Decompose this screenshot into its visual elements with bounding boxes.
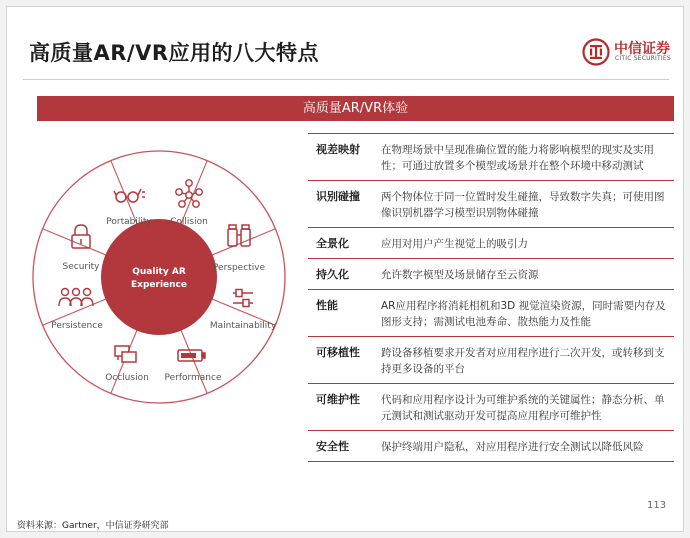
- row-description: AR应用程序将消耗相机和3D 视觉渲染资源，同时需要内存及图形支持；需测试电池寿命、散热能力及性能: [381, 300, 666, 328]
- row-term: 可移植性: [316, 346, 360, 359]
- row-description: 两个物体位于同一位置时发生碰撞，导致数字失真；可使用图像识别机器学习模型识别物体碰撞: [381, 191, 665, 219]
- features-table: [308, 133, 674, 462]
- segment-label-persistence: Persistence: [51, 321, 103, 331]
- wheel-center: [101, 219, 217, 335]
- row-term: 识别碰撞: [316, 190, 360, 203]
- row-description: 保护终端用户隐私，对应用程序进行安全测试以降低风险: [381, 441, 644, 453]
- table-row: [308, 258, 674, 289]
- row-term: 全景化: [316, 237, 349, 250]
- table-row: [308, 180, 674, 227]
- segment-label-portability: Portability: [106, 217, 152, 227]
- segment-label-maintainability: Maintainability: [209, 321, 277, 331]
- citic-emblem-icon: [582, 38, 610, 66]
- segment-label-perspective: Perspective: [212, 263, 266, 273]
- row-description: 在物理场景中呈现准确位置的能力将影响模型的现实及实用性；可通过放置多个模型或场景并在整个环境中移动测试: [381, 144, 654, 172]
- table-row: [308, 336, 674, 383]
- page-number: 113: [647, 500, 667, 511]
- row-term: 可维护性: [316, 393, 360, 406]
- citic-logo: [582, 37, 682, 67]
- logo-text-cn: 中信证券: [614, 41, 670, 57]
- section-banner: 高质量AR/VR体验: [37, 96, 674, 121]
- table-row: [308, 227, 674, 258]
- segment-label-performance: Performance: [164, 373, 222, 383]
- row-description: 应用对用户产生视觉上的吸引力: [381, 238, 528, 250]
- row-description: 代码和应用程序设计为可维护系统的关键属性；静态分析、单元测试和测试驱动开发可提高应用程序可维护性: [381, 394, 665, 422]
- quality-ar-wheel: [29, 147, 289, 407]
- table-row: [308, 383, 674, 430]
- title-divider: [23, 79, 669, 80]
- source-note: 资料来源：Gartner，中信证券研究部: [17, 521, 169, 531]
- row-term: 持久化: [316, 268, 349, 281]
- slide-page: [6, 6, 684, 532]
- segment-label-occlusion: Occlusion: [105, 373, 149, 383]
- table-row: [308, 430, 674, 462]
- segment-label-collision: Collision: [170, 217, 208, 227]
- table-row: [308, 133, 674, 180]
- center-line-1: Quality AR: [132, 267, 186, 277]
- row-term: 安全性: [316, 440, 349, 453]
- row-description: 跨设备移植要求开发者对应用程序进行二次开发，或转移到支持更多设备的平台: [381, 347, 665, 375]
- segment-label-security: Security: [62, 262, 100, 272]
- row-term: 性能: [316, 299, 338, 312]
- table-row: [308, 289, 674, 336]
- page-title: 高质量AR/VR应用的八大特点: [29, 41, 320, 65]
- center-line-2: Experience: [131, 280, 187, 290]
- row-description: 允许数字模型及场景储存至云资源: [381, 269, 539, 281]
- row-term: 视差映射: [316, 143, 360, 156]
- logo-text-en: CITIC SECURITIES: [615, 55, 671, 62]
